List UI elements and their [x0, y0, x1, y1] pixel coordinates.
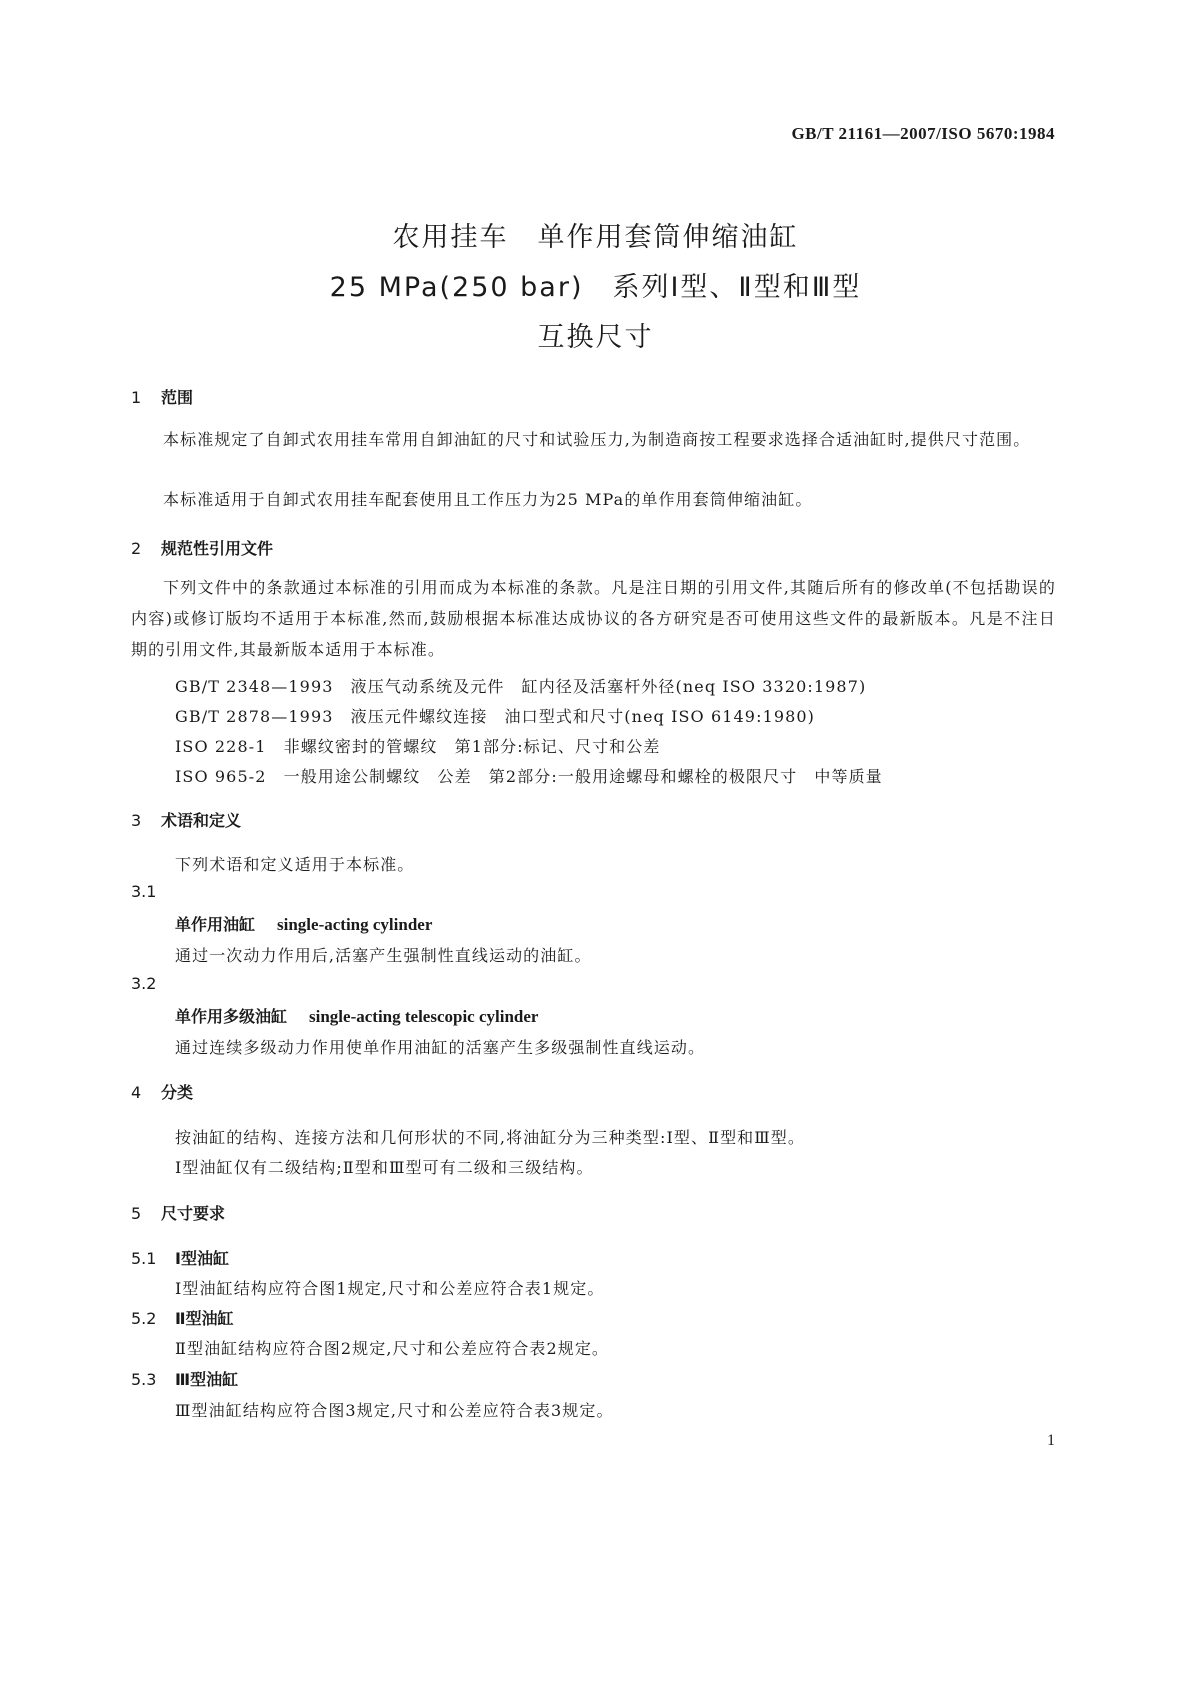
- subsection-number: 5.2: [131, 1309, 157, 1328]
- section-2-paragraph: 下列文件中的条款通过本标准的引用而成为本标准的条款。凡是注日期的引用文件,其随后所有的修改单(不包括勘误的内容)或修订版均不适用于本标准,然而,鼓励根据本标准达成协议的各方研究是否可使用这些文件的最新版本。凡是不注日期的引用文件,其最新版本适用于本标准。: [131, 578, 1056, 659]
- term-chinese: 单作用油缸: [175, 915, 256, 934]
- section-1-paragraph-1: 本标准规定了自卸式农用挂车常用自卸油缸的尺寸和试验压力,为制造商按工程要求选择合适油缸时,提供尺寸范围。: [163, 430, 1031, 449]
- term-definition: 通过一次动力作用后,活塞产生强制性直线运动的油缸。: [175, 946, 592, 965]
- section-1-paragraph-2: 本标准适用于自卸式农用挂车配套使用且工作压力为25 MPa的单作用套筒伸缩油缸。: [163, 490, 813, 509]
- section-1-heading: [131, 385, 193, 408]
- section-number: 2: [131, 539, 142, 558]
- title-line-1: 农用挂车 单作用套筒伸缩油缸: [392, 222, 799, 253]
- term-number: 3.1: [131, 882, 157, 901]
- section-5-heading: [131, 1201, 225, 1224]
- section-title: 尺寸要求: [161, 1204, 226, 1223]
- subsection-5-3-text: Ⅲ型油缸结构应符合图3规定,尺寸和公差应符合表3规定。: [175, 1401, 614, 1420]
- subsection-5-2-heading: [131, 1306, 234, 1329]
- page-number: 1: [1047, 1432, 1055, 1449]
- subsection-5-3-heading: [131, 1367, 238, 1390]
- section-title: 范围: [161, 388, 194, 407]
- subsection-title: Ⅰ型油缸: [175, 1249, 229, 1268]
- term-chinese: 单作用多级油缸: [175, 1007, 288, 1026]
- section-title: 规范性引用文件: [161, 539, 274, 558]
- subsection-5-1-text: Ⅰ型油缸结构应符合图1规定,尺寸和公差应符合表1规定。: [175, 1279, 605, 1298]
- reference-gbt-2878: GB/T 2878—1993 液压元件螺纹连接 油口型式和尺寸(neq ISO 6149:1980): [175, 707, 816, 726]
- title-line-2: 25 MPa(250 bar) 系列Ⅰ型、Ⅱ型和Ⅲ型: [329, 272, 862, 303]
- section-4-paragraph-2: Ⅰ型油缸仅有二级结构;Ⅱ型和Ⅲ型可有二级和三级结构。: [175, 1158, 594, 1177]
- term-number: 3.2: [131, 974, 157, 993]
- reference-gbt-2348: GB/T 2348—1993 液压气动系统及元件 缸内径及活塞杆外径(neq ISO 3320:1987): [175, 677, 867, 696]
- standard-code: GB/T 21161—2007/ISO 5670:1984: [791, 124, 1055, 143]
- term-single-acting-cylinder: [175, 912, 432, 935]
- section-2-heading: [131, 536, 273, 559]
- term-english: single-acting cylinder: [277, 915, 433, 934]
- reference-iso-228-1: ISO 228-1 非螺纹密封的管螺纹 第1部分:标记、尺寸和公差: [175, 737, 661, 756]
- subsection-number: 5.1: [131, 1249, 157, 1268]
- title-line-3: 互换尺寸: [537, 322, 654, 353]
- section-number: 4: [131, 1083, 142, 1102]
- section-3-heading: [131, 808, 241, 831]
- section-3-intro: 下列术语和定义适用于本标准。: [175, 855, 415, 874]
- section-number: 1: [131, 388, 142, 407]
- subsection-title: Ⅲ型油缸: [175, 1370, 239, 1389]
- subsection-5-2-text: Ⅱ型油缸结构应符合图2规定,尺寸和公差应符合表2规定。: [175, 1339, 610, 1358]
- section-4-paragraph-1: 按油缸的结构、连接方法和几何形状的不同,将油缸分为三种类型:Ⅰ型、Ⅱ型和Ⅲ型。: [175, 1128, 806, 1147]
- subsection-5-1-heading: [131, 1246, 229, 1269]
- section-4-heading: [131, 1080, 193, 1103]
- term-single-acting-telescopic-cylinder: [175, 1004, 538, 1027]
- section-title: 分类: [161, 1083, 194, 1102]
- section-title: 术语和定义: [161, 811, 242, 830]
- section-number: 5: [131, 1204, 142, 1223]
- subsection-title: Ⅱ型油缸: [175, 1309, 234, 1328]
- section-number: 3: [131, 811, 142, 830]
- reference-iso-965-2: ISO 965-2 一般用途公制螺纹 公差 第2部分:一般用途螺母和螺栓的极限尺寸 中等质量: [175, 767, 883, 786]
- document-title: [0, 213, 1191, 363]
- term-definition: 通过连续多级动力作用使单作用油缸的活塞产生多级强制性直线运动。: [175, 1038, 706, 1057]
- subsection-number: 5.3: [131, 1370, 157, 1389]
- term-english: single-acting telescopic cylinder: [309, 1007, 539, 1026]
